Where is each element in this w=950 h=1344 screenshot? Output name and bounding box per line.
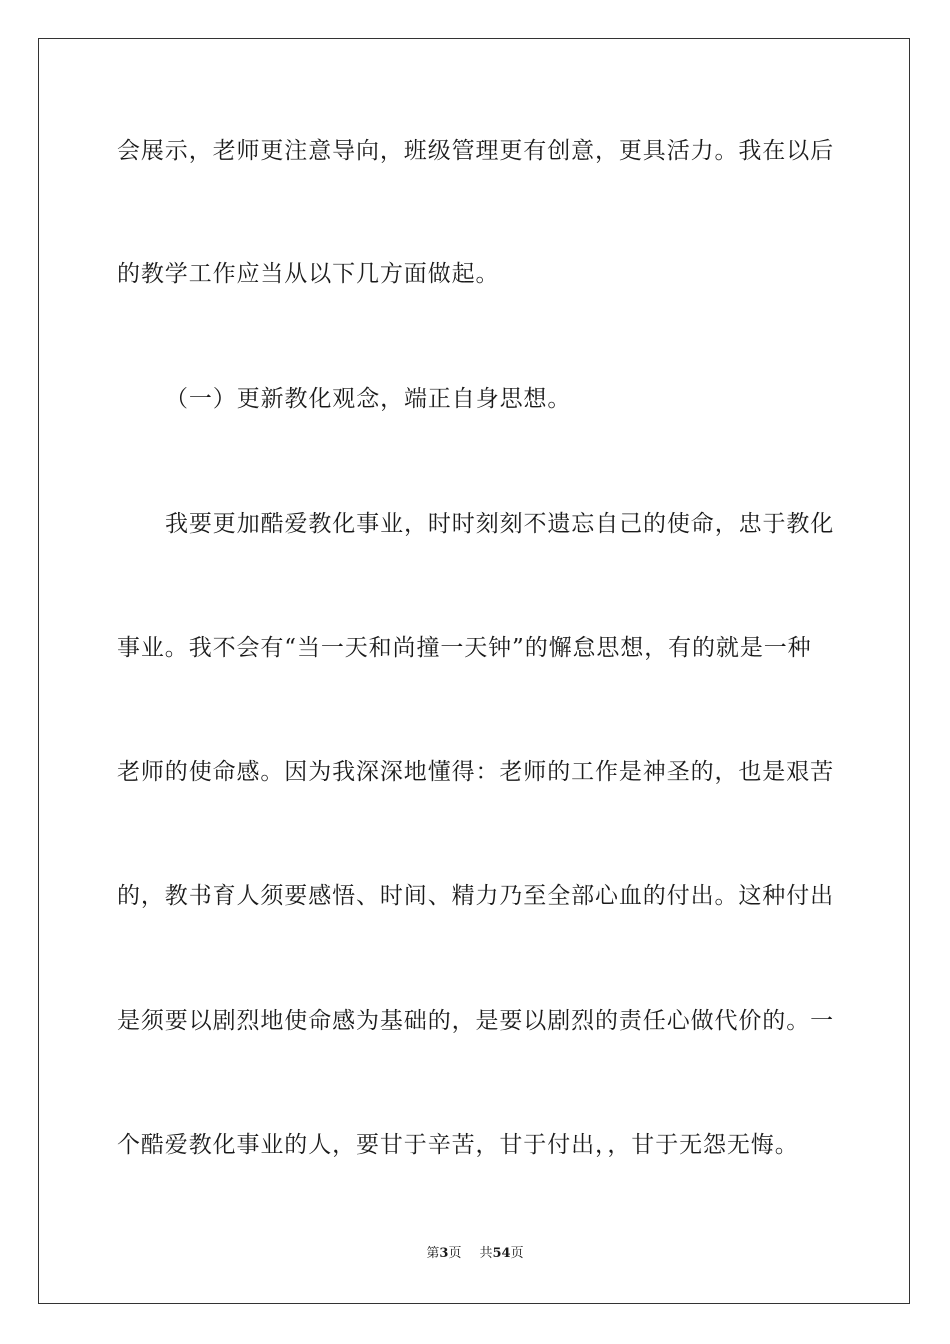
page-suffix: 页 — [448, 1246, 462, 1261]
total-prefix: 共 — [479, 1246, 493, 1261]
page-number: 3 — [439, 1246, 449, 1261]
section-heading: （一）更新教化观念，端正自身思想。 — [165, 386, 572, 412]
text-line-6: 老师的使命感。因为我深深地懂得：老师的工作是神圣的，也是艰苦 — [117, 759, 834, 785]
total-suffix: 页 — [510, 1246, 524, 1261]
text-line-9: 个酷爱教化事业的人，要甘于辛苦，甘于付出，，甘于无怨无悔。 — [117, 1132, 799, 1158]
page-prefix: 第 — [426, 1246, 440, 1261]
page-border — [38, 38, 910, 1304]
text-line-7: 的，教书育人须要感悟、时间、精力乃至全部心血的付出。这种付出 — [117, 883, 834, 909]
text-line-5: 事业。我不会有“当一天和尚撞一天钟”的懈怠思想，有的就是一种 — [117, 635, 812, 661]
text-line-1: 会展示，老师更注意导向，班级管理更有创意，更具活力。我在以后 — [117, 138, 834, 164]
text-line-2: 的教学工作应当从以下几方面做起。 — [117, 261, 500, 287]
text-line-8: 是须要以剧烈地使命感为基础的，是要以剧烈的责任心做代价的。一 — [117, 1008, 834, 1034]
page-footer — [0, 1245, 950, 1263]
page-total: 54 — [492, 1246, 511, 1261]
text-line-4: 我要更加酷爱教化事业，时时刻刻不遗忘自己的使命，忠于教化 — [165, 511, 835, 537]
